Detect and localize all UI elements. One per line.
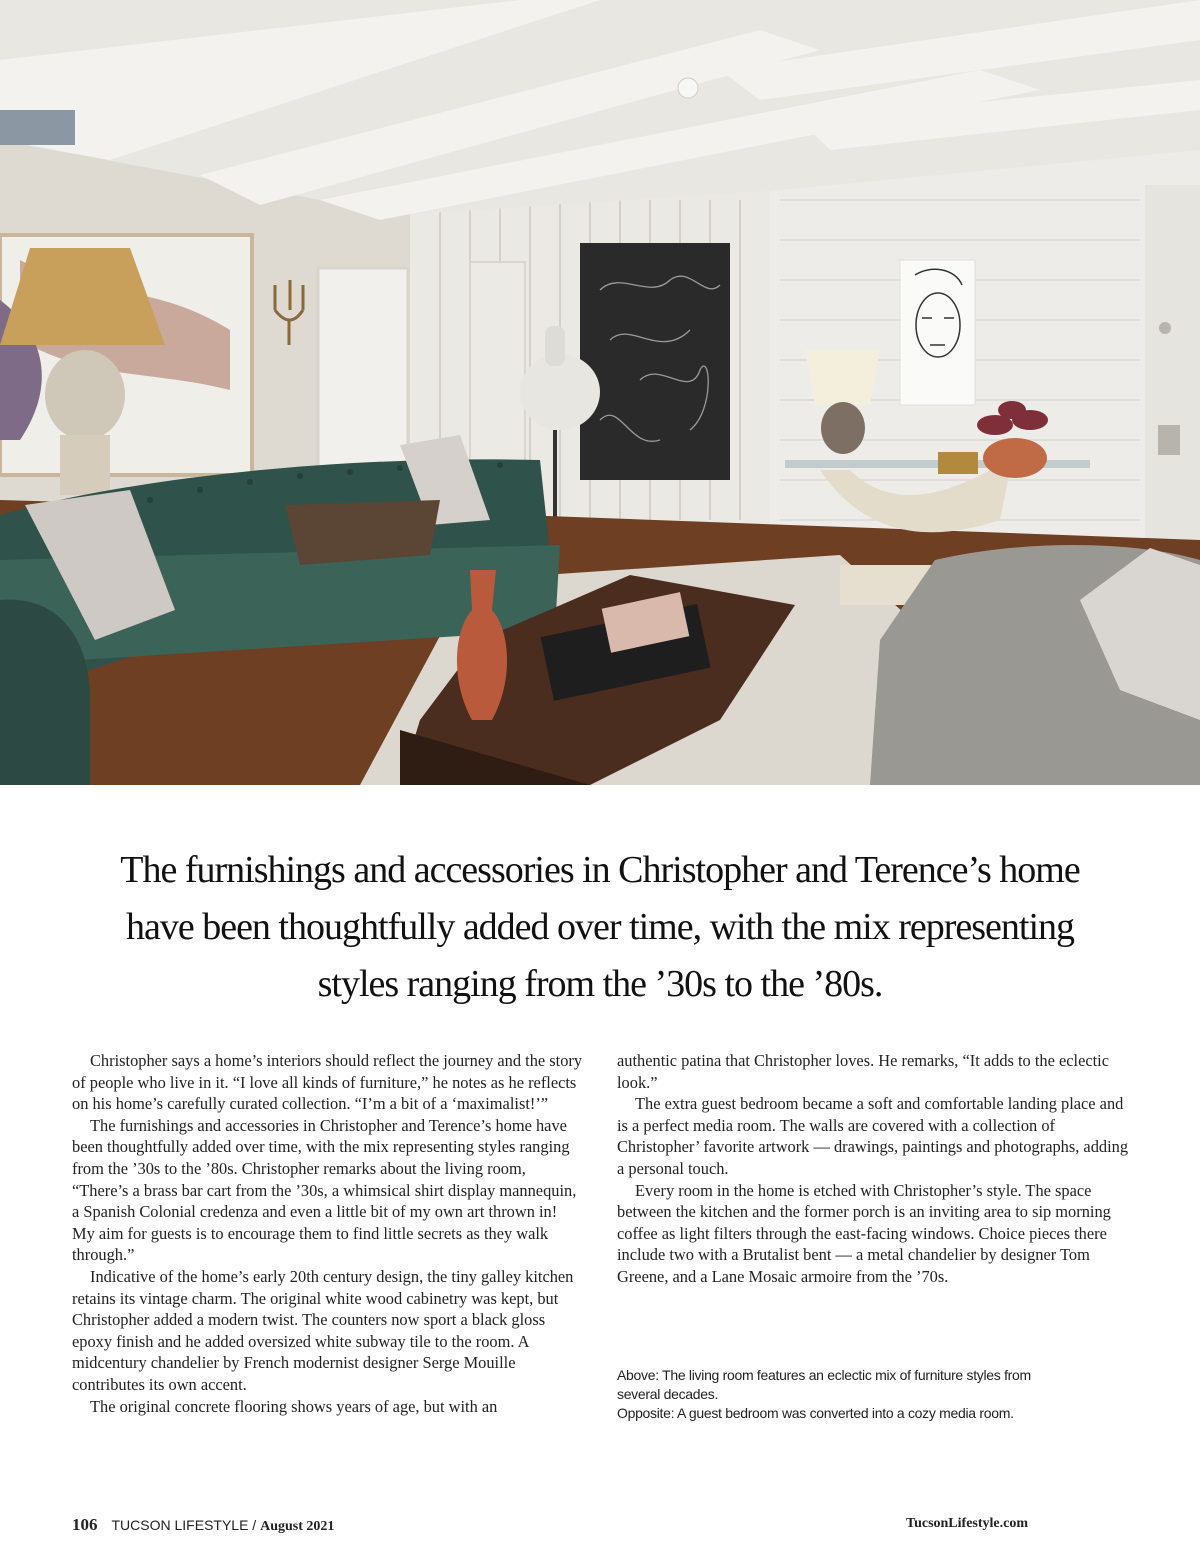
- body-paragraph: The furnishings and accessories in Christopher and Terence’s home have been thoughtfully added over time, with the mix representing styles ranging from the ’30s to the ’80s. Christopher remarks about the living room, “There’s a brass bar cart from the ’30s, a whimsical shirt display mannequin, a Spanish Colonial credenza and even a little bit of my own art thrown in! My aim for guests is to encourage them to find little secrets as they walk through.”: [72, 1115, 577, 1265]
- body-paragraph: The extra guest bedroom became a soft and comfortable landing place and is a perfect media room. The walls are covered with a collection of Christopher’ favorite artwork — drawings, paintings and photographs, adding a personal touch.: [617, 1094, 1129, 1178]
- pull-quote: The furnishings and accessories in Christopher and Terence’s home have been thoughtfully added over time, with the mix representing styles ranging from the ’30s to the ’80s.: [120, 849, 1080, 1005]
- body-paragraph: authentic patina that Christopher loves. He remarks, “It adds to the eclectic look.”: [617, 1051, 1109, 1092]
- website-url: TucsonLifestyle.com: [906, 1516, 1028, 1531]
- caption-above: Above: The living room features an eclectic mix of furniture styles from several decades.: [617, 1367, 1031, 1402]
- caption-opposite: Opposite: A guest bedroom was converted into a cozy media room.: [617, 1405, 1014, 1421]
- body-paragraph: Indicative of the home’s early 20th century design, the tiny galley kitchen retains its vintage charm. The original white wood cabinetry was kept, but Christopher added a modern twist. The counters now sport a black gloss epoxy finish and he added oversized white subway tile to the room. A midcentury chandelier by French modernist designer Serge Mouille contributes its own accent.: [72, 1266, 574, 1394]
- body-paragraph: Christopher says a home’s interiors should reflect the journey and the story of people who live in it. “I love all kinds of furniture,” he notes as he reflects on his home’s carefully curated collection. “I’m a bit of a ‘maximalist!’”: [72, 1051, 583, 1114]
- body-paragraph: The original concrete flooring shows years of age, but with an: [90, 1396, 498, 1416]
- footer-separator: /: [248, 1517, 261, 1533]
- page-number: 106: [72, 1515, 98, 1534]
- body-paragraph: Every room in the home is etched with Christopher’s style. The space between the kitchen and the former porch is an inviting area to sip morning coffee as light filters through the east-facing windows. Choice pieces there include two with a Brutalist bent — a metal chandelier by designer Tom Greene, and a Lane Mosaic armoire from the ’70s.: [617, 1180, 1111, 1286]
- issue-date: August 2021: [260, 1519, 335, 1534]
- body-column-left: [72, 1050, 584, 1417]
- page-footer: [72, 1515, 334, 1535]
- body-column-right: [617, 1050, 1129, 1288]
- magazine-name: TUCSON LIFESTYLE: [111, 1517, 249, 1533]
- photo-caption: [617, 1366, 1037, 1423]
